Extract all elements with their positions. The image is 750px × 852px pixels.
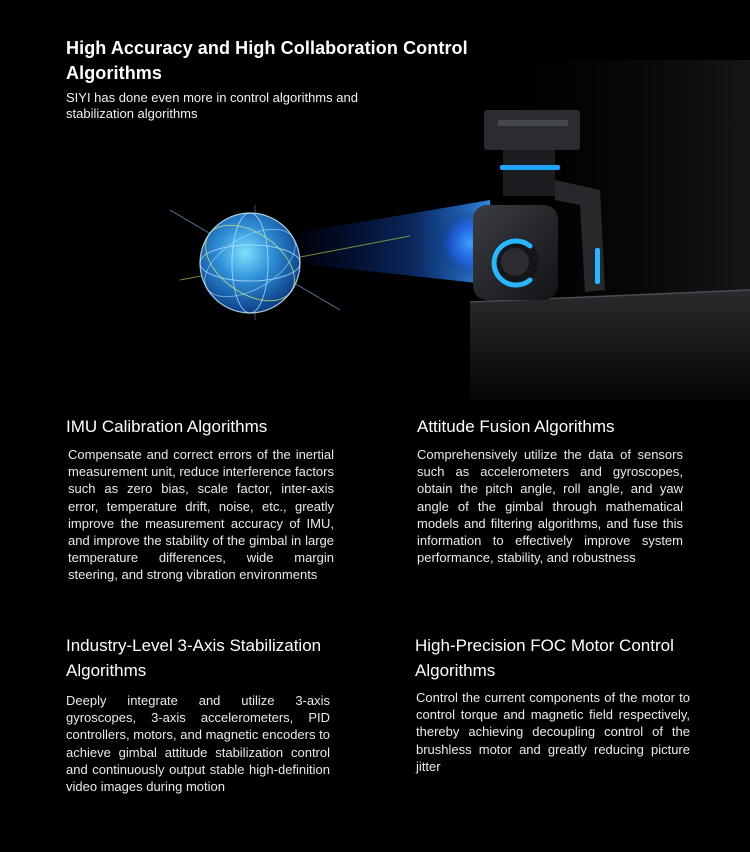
attitude-fusion-body: Comprehensively utilize the data of sensors such as accelerometers and gyroscopes, obtain the pitch angle, roll angle, and yaw angle of the gimbal through mathematical models and filtering algorithms, and fuse this information to effectively improve system performance, stability, and robustness bbox=[417, 447, 683, 566]
page-subtitle: SIYI has done even more in control algorithms and stabilization algorithms bbox=[66, 90, 358, 121]
page-title: High Accuracy and High Collaboration Control Algorithms bbox=[66, 38, 468, 83]
foc-motor-control-title: High-Precision FOC Motor Control Algorithms bbox=[415, 636, 674, 680]
attitude-fusion-title: Attitude Fusion Algorithms bbox=[417, 417, 615, 436]
stabilization-body: Deeply integrate and utilize 3-axis gyroscopes, 3-axis accelerometers, PID controllers, motors, and magnetic encoders to achieve gimbal attitude stabilization control and continuously output stable high-definition video images during motion bbox=[66, 693, 330, 795]
foc-motor-control-body: Control the current components of the motor to control torque and magnetic field respectively, thereby achieving decoupling control of the brushless motor and greatly reducing picture jitter bbox=[416, 690, 690, 774]
imu-calibration-body: Compensate and correct errors of the inertial measurement unit, reduce interference factors such as zero bias, scale factor, inter-axis error, temperature drift, noise, etc., greatly improve the measurement accuracy of IMU, and improve the stability of the gimbal in large temperature differences, wide margin steering, and strong vibration environments bbox=[68, 447, 334, 583]
stabilization-title: Industry-Level 3-Axis Stabilization Algorithms bbox=[66, 636, 322, 680]
imu-calibration-title: IMU Calibration Algorithms bbox=[66, 417, 268, 436]
